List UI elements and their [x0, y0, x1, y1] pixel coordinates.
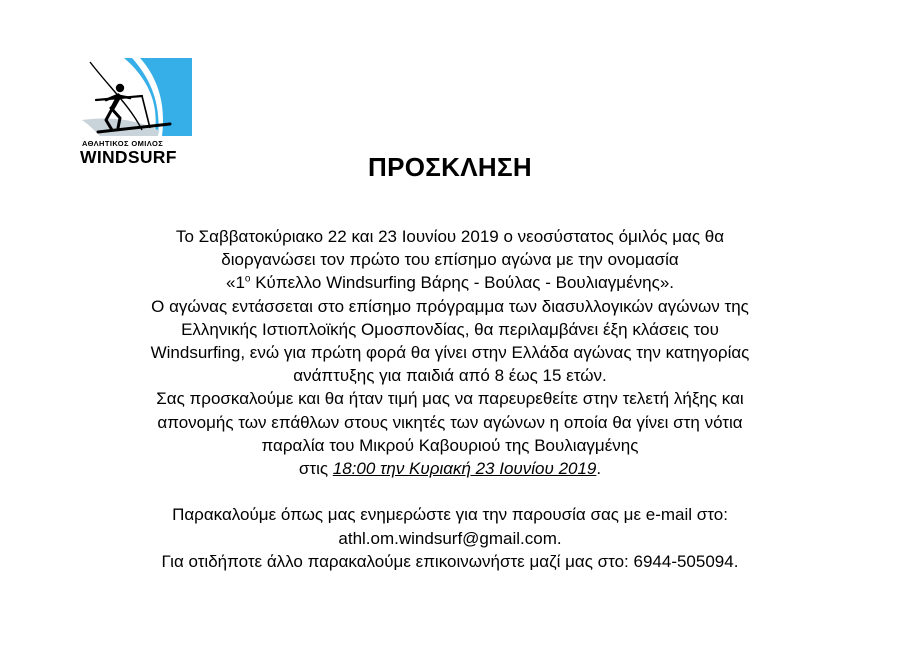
club-logo: [80, 58, 192, 166]
body-line: απονομής των επάθλων στους νικητές των αγώνων η οποία θα γίνει στη νότια: [157, 412, 743, 432]
body-line: Ελληνικής Ιστιοπλοϊκής Ομοσπονδίας, θα περιλαμβάνει έξη κλάσεις του: [181, 319, 719, 339]
invitation-body: [70, 225, 830, 573]
body-line: διοργανώσει τον πρώτο του επίσημο αγώνα με την ονομασία: [221, 250, 679, 270]
ordinal-superscript: ο: [244, 273, 251, 285]
body-line: παραλία του Μικρού Καβουριού της Βουλιαγμένης: [261, 435, 639, 455]
time-suffix: .: [596, 459, 602, 479]
logo-subtitle: ΑΘΛΗΤΙΚΟΣ ΟΜΙΛΟΣ: [82, 139, 164, 148]
event-name-prefix: «1: [226, 273, 245, 293]
body-line: [70, 457, 830, 480]
windsurfer-icon: [80, 58, 192, 136]
body-line: ανάπτυξης για παιδιά από 8 έως 15 ετών.: [293, 366, 607, 386]
contact-email: athl.om.windsurf@gmail.com.: [338, 528, 562, 548]
event-time: 18:00 την Κυριακή 23 Ιουνίου 2019: [332, 459, 597, 479]
spacer: [70, 480, 830, 503]
body-line: Ο αγώνας εντάσσεται στο επίσημο πρόγραμμα των διασυλλογικών αγώνων της: [151, 296, 749, 316]
time-prefix: στις: [298, 459, 333, 479]
body-line: Σας προσκαλούμε και θα ήταν τιμή μας να παρευρεθείτε στην τελετή λήξης και: [156, 389, 744, 409]
contact-phone-line: Για οτιδήποτε άλλο παρακαλούμε επικοινωνήστε μαζί μας στο: 6944-505094.: [161, 551, 739, 571]
logo-name: WINDSURF: [80, 147, 177, 167]
body-line: Παρακαλούμε όπως μας ενημερώστε για την παρουσία σας με e-mail στο:: [172, 505, 728, 525]
body-line: [70, 271, 830, 294]
body-line: Το Σαββατοκύριακο 22 και 23 Ιουνίου 2019 ο νεοσύστατος όμιλός μας θα: [175, 227, 725, 246]
body-line: Windsurfing, ενώ για πρώτη φορά θα γίνει στην Ελλάδα αγώνας την κατηγορίας: [150, 343, 750, 363]
event-name: Κύπελλο Windsurfing Βάρης - Βούλας - Βουλιαγμένης».: [250, 273, 674, 293]
page-title: ΠΡΟΣΚΛΗΣΗ: [368, 152, 532, 182]
